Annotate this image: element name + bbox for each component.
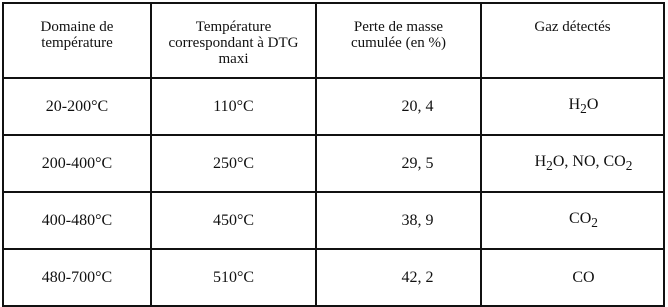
header-line: Domaine de — [40, 19, 114, 35]
header-line: Perte de masse — [353, 19, 444, 35]
formula-subscript: 2 — [546, 158, 553, 174]
cell-mass-loss: 38, 9 — [316, 192, 481, 249]
header-line: Gaz détectés — [534, 19, 611, 35]
cell-temperature-range: 20-200°C — [3, 78, 151, 135]
header-temperature-range — [3, 3, 151, 78]
cell-dtg-max: 510°C — [151, 249, 316, 306]
cell-gases: $CO_2$ — [481, 192, 664, 249]
header-line: température — [41, 35, 113, 51]
cell-temperature-range: 400-480°C — [3, 192, 151, 249]
cell-dtg-max: 250°C — [151, 135, 316, 192]
thermal-analysis-table — [2, 2, 665, 307]
header-detected-gases — [481, 3, 664, 78]
cell-gases: $H_2O$ — [481, 78, 664, 135]
cell-dtg-max: 450°C — [151, 192, 316, 249]
header-cumulative-mass-loss — [316, 3, 481, 78]
cell-gases: $H_2O$, NO, $CO_2$ — [481, 135, 664, 192]
header-line: correspondant à DTG — [168, 35, 299, 51]
formula-subscript: 2 — [625, 158, 633, 174]
cell-temperature-range: 200-400°C — [3, 135, 151, 192]
cell-mass-loss: 42, 2 — [316, 249, 481, 306]
table-row — [3, 135, 664, 192]
table-row — [3, 78, 664, 135]
header-dtg-max-temperature — [151, 3, 316, 78]
header-line: maxi — [218, 51, 249, 67]
cell-temperature-range: 480-700°C — [3, 249, 151, 306]
cell-dtg-max: 110°C — [151, 78, 316, 135]
formula-subscript: 2 — [591, 215, 598, 231]
cell-mass-loss: 20, 4 — [316, 78, 481, 135]
table-row — [3, 249, 664, 306]
formula-subscript: 2 — [580, 101, 587, 117]
cell-mass-loss: 29, 5 — [316, 135, 481, 192]
header-line: Température — [195, 19, 272, 35]
table-header-row — [3, 3, 664, 78]
cell-gases: CO — [481, 249, 664, 306]
header-line: cumulée (en %) — [351, 35, 446, 51]
table-row — [3, 192, 664, 249]
